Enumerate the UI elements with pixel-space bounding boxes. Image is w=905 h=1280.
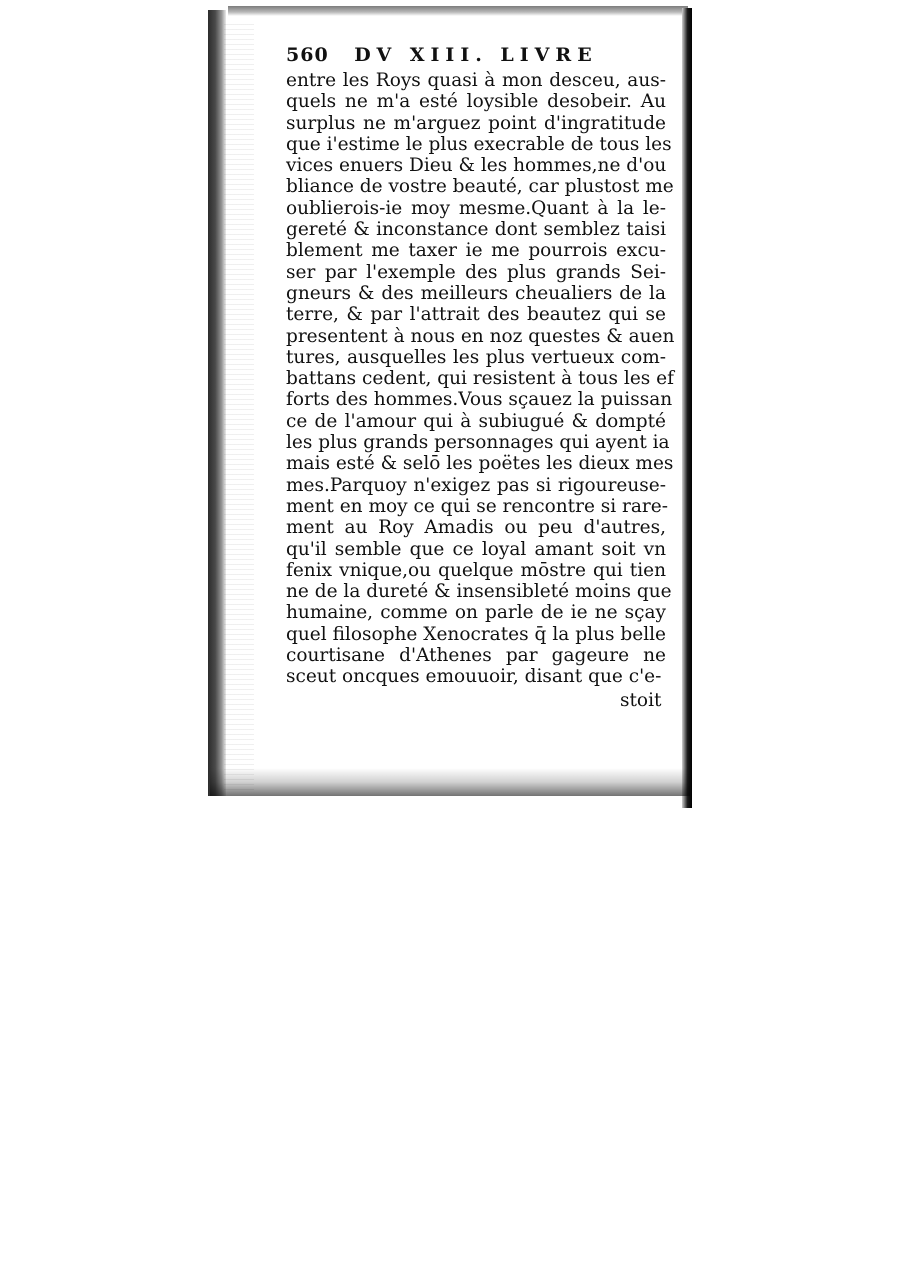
text-line: vices enuers Dieu & les hommes,ne d'ou — [286, 155, 667, 177]
text-line: forts des hommes.Vous sçauez la puissan — [286, 389, 673, 411]
running-title: DV XIII. LIVRE — [354, 44, 598, 66]
text-line: battans cedent, qui resistent à tous les ef — [286, 368, 674, 390]
text-block — [286, 40, 675, 688]
text-line: courtisane d'Athenes par gageure ne — [286, 645, 666, 667]
text-line: bliance de vostre beauté, car plustost me — [286, 176, 674, 198]
page-bottom-shadow — [210, 768, 690, 796]
body-text — [286, 70, 675, 688]
text-line: entre les Roys quasi à mon desceu, aus- — [286, 70, 666, 91]
running-head — [286, 40, 666, 70]
text-line: oublierois-ie moy mesme.Quant à la le- — [286, 197, 666, 219]
text-line: sceut oncques emouuoir, disant que c'e- — [286, 666, 662, 688]
page-top-shadow — [228, 6, 688, 16]
text-line: ment en moy ce qui se rencontre si rare- — [286, 495, 668, 517]
text-line: presentent à nous en noz questes & auen — [286, 325, 675, 347]
page-number: 560 — [286, 44, 329, 66]
text-line: blement me taxer ie me pourrois excu- — [286, 240, 666, 262]
text-line: mes.Parquoy n'exigez pas si rigoureuse- — [286, 474, 666, 496]
text-line: que i'estime le plus execrable de tous les — [286, 133, 672, 155]
text-line: terre, & par l'attrait des beautez qui se — [286, 304, 666, 326]
text-line: ce de l'amour qui à subiugué & dompté — [286, 410, 666, 432]
text-line: ser par l'exemple des plus grands Sei- — [286, 261, 666, 283]
text-line: surplus ne m'arguez point d'ingratitude — [286, 112, 666, 134]
text-line: gereté & inconstance dont semblez taisi — [286, 219, 666, 241]
text-line: quels ne m'a esté loysible desobeir. Au — [286, 91, 666, 113]
text-line: ment au Roy Amadis ou peu d'autres, — [286, 517, 666, 539]
text-line: gneurs & des meilleurs cheualiers de la — [286, 282, 666, 304]
catchword: stoit — [620, 690, 662, 711]
text-line: qu'il semble que ce loyal amant soit vn — [286, 538, 666, 560]
gutter-scan-noise — [224, 20, 254, 790]
page-right-edge-shadow — [682, 8, 692, 808]
text-line: tures, ausquelles les plus vertueux com- — [286, 346, 666, 368]
text-line: ne de la dureté & insensibleté moins que — [286, 581, 672, 603]
text-line: les plus grands personnages qui ayent ia — [286, 432, 670, 454]
text-line: fenix vnique,ou quelque mōstre qui tien — [286, 559, 666, 581]
text-line: humaine, comme on parle de ie ne sçay — [286, 602, 666, 624]
text-line: mais esté & selō les poëtes les dieux mes — [286, 453, 674, 475]
text-line: quel filosophe Xenocrates q̄ la plus belle — [286, 623, 666, 645]
